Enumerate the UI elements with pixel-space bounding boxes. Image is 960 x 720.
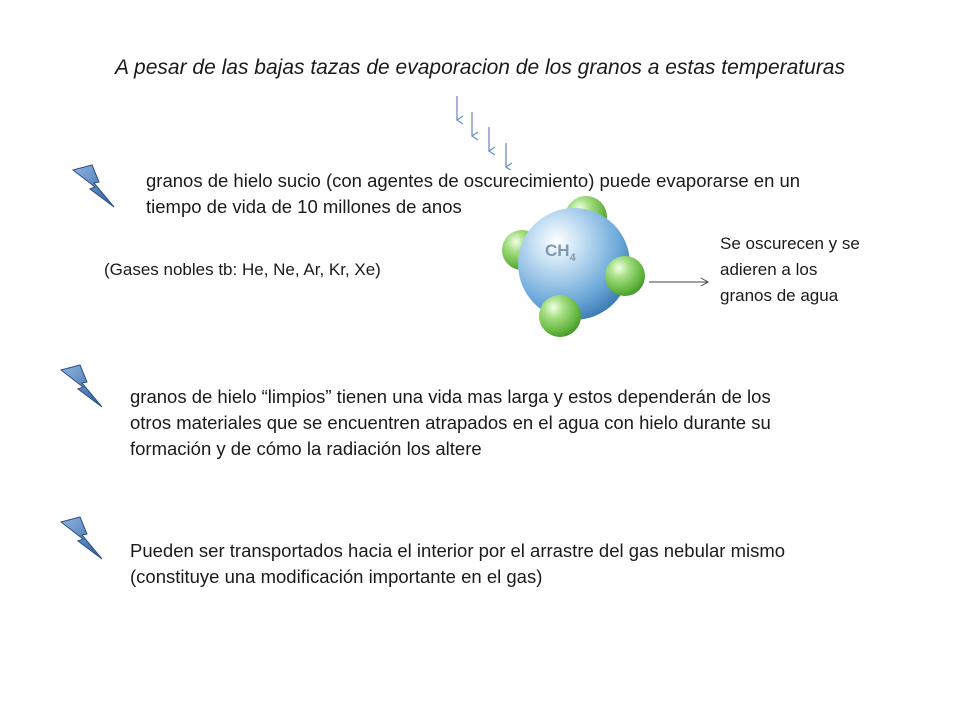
bullet-2-text xyxy=(130,384,771,462)
methane-molecule-icon xyxy=(492,186,656,342)
gases-note: (Gases nobles tb: He, Ne, Ar, Kr, Xe) xyxy=(104,260,381,279)
hydrogen-atom-bottom xyxy=(539,295,581,337)
bullet-3-text xyxy=(130,538,785,590)
bullet-2-line-2: otros materiales que se encuentren atrapados en el agua con hielo durante su xyxy=(130,412,771,433)
bullet-3-line-2: (constituye una modificación importante en el gas) xyxy=(130,566,543,587)
hydrogen-atom-right xyxy=(605,256,645,296)
bullet-1-line-1: granos de hielo sucio (con agentes de oscurecimiento) puede evaporarse en un xyxy=(146,170,801,191)
bullet-1-line-2: tiempo de vida de 10 millones de anos xyxy=(146,196,462,217)
side-note xyxy=(720,231,860,309)
bullet-2-line-1: granos de hielo “limpios” tienen una vida mas larga y estos dependerán de los xyxy=(130,386,771,407)
bullet-3-line-1: Pueden ser transportados hacia el interior por el arrastre del gas nebular mismo xyxy=(130,540,786,561)
side-note-line-2: adieren a los xyxy=(720,260,818,279)
lightning-bolt-icon xyxy=(58,514,110,566)
side-note-line-3: granos de agua xyxy=(720,286,839,305)
side-note-line-1: Se oscurecen y se xyxy=(720,234,860,253)
right-arrow-icon xyxy=(648,274,710,290)
cascade-arrows xyxy=(445,94,525,170)
lightning-bolt-icon xyxy=(58,362,110,414)
bullet-1-text xyxy=(146,168,800,220)
bullet-2-line-3: formación y de cómo la radiación los altere xyxy=(130,438,482,459)
molecule-label-main: CH xyxy=(545,241,570,260)
lightning-bolt-icon xyxy=(70,162,122,214)
slide-title: A pesar de las bajas tazas de evaporacion de los granos a estas temperaturas xyxy=(115,56,845,79)
molecule-label-sub: 4 xyxy=(569,252,576,264)
